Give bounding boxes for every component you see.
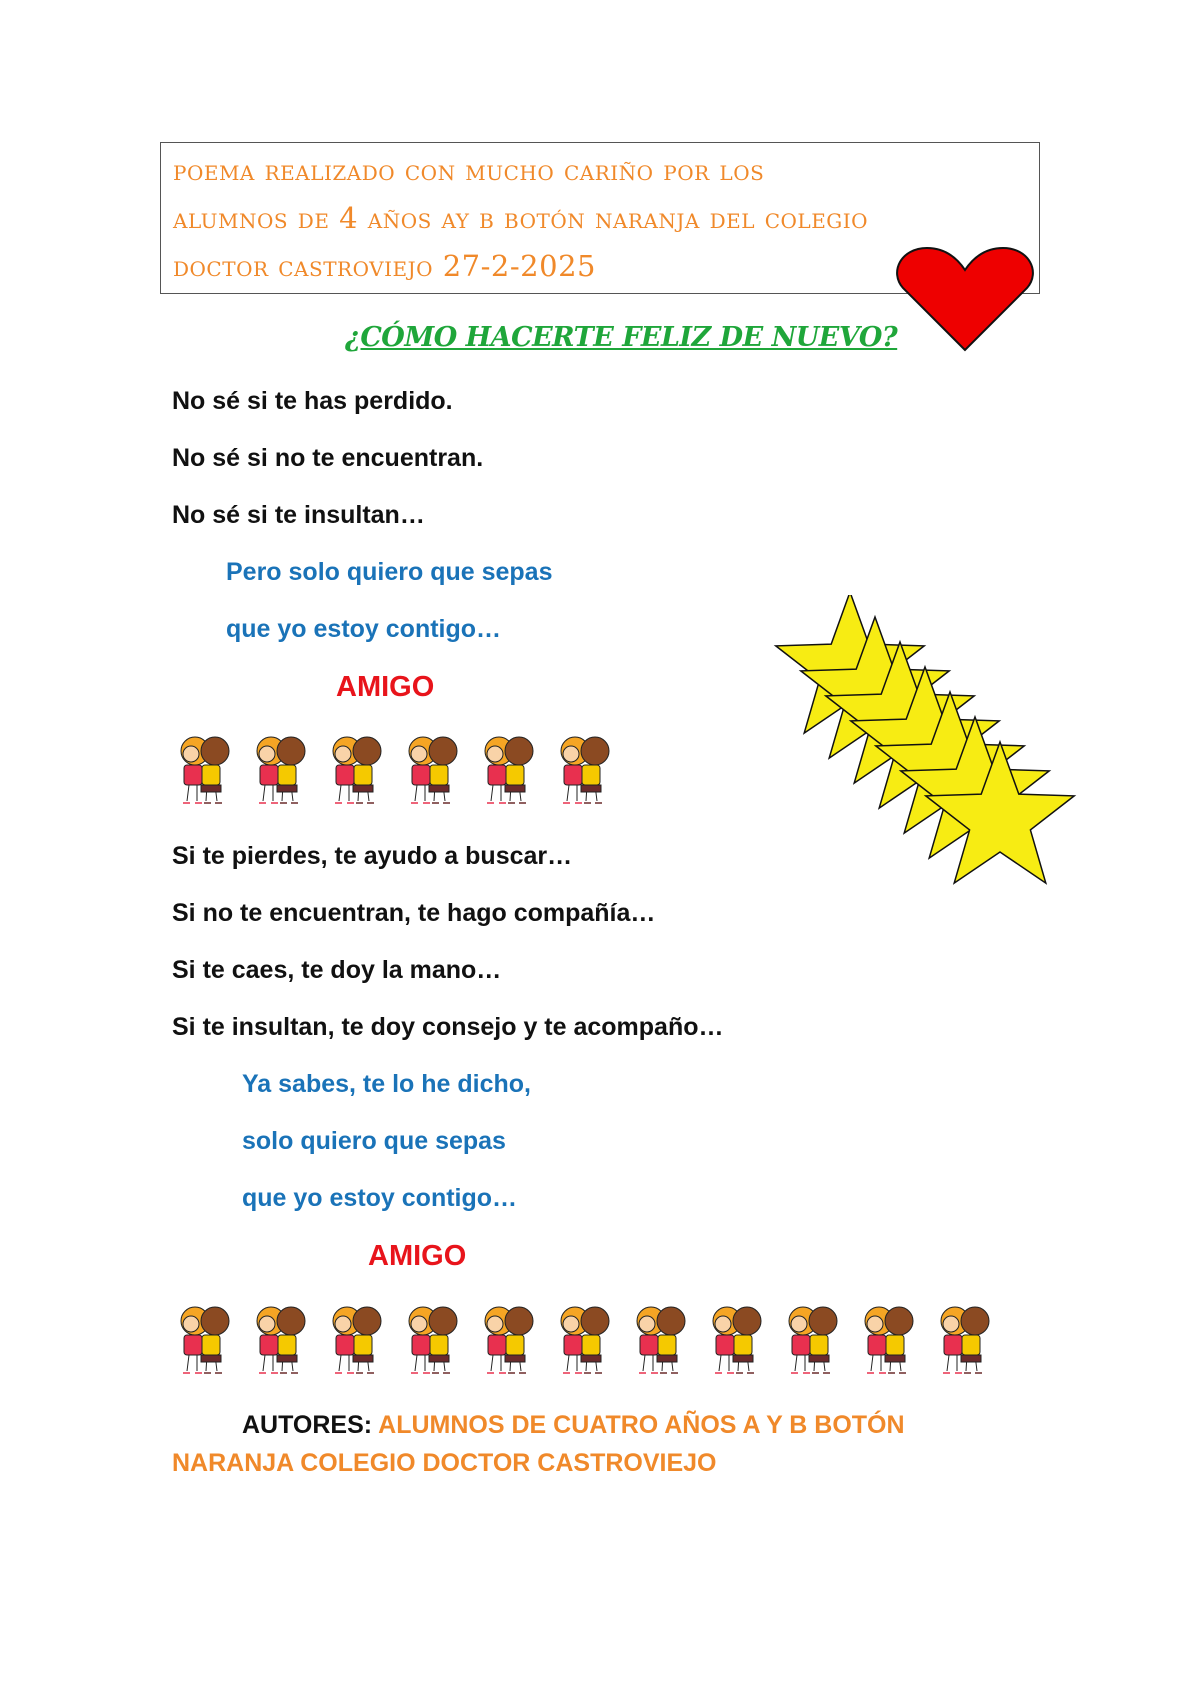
header-line-3: doctor castroviejo 27-2-2025 (173, 249, 596, 283)
authors-line-2: NARANJA COLEGIO DOCTOR CASTROVIEJO (172, 1449, 717, 1477)
amigo-2: AMIGO (368, 1240, 467, 1272)
hugging-kids-icon (403, 733, 465, 811)
hugging-kids-icon (859, 1303, 921, 1381)
stanza2-line-3: Si te caes, te doy la mano… (172, 956, 502, 984)
hugging-kids-icon (251, 733, 313, 811)
stars-cluster (770, 595, 1100, 925)
authors-text-1: ALUMNOS DE CUATRO AÑOS A Y B BOTÓN (378, 1411, 905, 1439)
kids-row-1 (175, 733, 617, 811)
hugging-kids-icon (555, 1303, 617, 1381)
stanza1-line-3: No sé si te insultan… (172, 501, 425, 529)
amigo-1: AMIGO (336, 671, 435, 703)
stanza2-line-4: Si te insultan, te doy consejo y te acompaño… (172, 1013, 724, 1041)
stanza2-line-2: Si no te encuentran, te hago compañía… (172, 899, 656, 927)
hugging-kids-icon (707, 1303, 769, 1381)
header-line-1: poema realizado con mucho cariño por los (173, 153, 765, 187)
refrain2-line-2: solo quiero que sepas (242, 1127, 506, 1155)
hugging-kids-icon (251, 1303, 313, 1381)
header-line-2: alumnos de 4 años ay b botón naranja del colegio (173, 201, 869, 235)
hugging-kids-icon (479, 1303, 541, 1381)
refrain1-line-1: Pero solo quiero que sepas (226, 558, 553, 586)
authors-label: AUTORES: (242, 1411, 373, 1439)
stanza1-line-2: No sé si no te encuentran. (172, 444, 484, 472)
refrain2-line-1: Ya sabes, te lo he dicho, (242, 1070, 531, 1098)
stanza1-line-1: No sé si te has perdido. (172, 387, 453, 415)
hugging-kids-icon (631, 1303, 693, 1381)
refrain1-line-2: que yo estoy contigo… (226, 615, 502, 643)
hugging-kids-icon (935, 1303, 997, 1381)
hugging-kids-icon (479, 733, 541, 811)
hugging-kids-icon (327, 733, 389, 811)
stanza2-line-1: Si te pierdes, te ayudo a buscar… (172, 842, 573, 870)
hugging-kids-icon (783, 1303, 845, 1381)
heart-icon (895, 242, 1035, 354)
hugging-kids-icon (327, 1303, 389, 1381)
hugging-kids-icon (403, 1303, 465, 1381)
hugging-kids-icon (555, 733, 617, 811)
hugging-kids-icon (175, 1303, 237, 1381)
refrain2-line-3: que yo estoy contigo… (242, 1184, 518, 1212)
hugging-kids-icon (175, 733, 237, 811)
kids-row-2 (175, 1303, 997, 1381)
authors-line-1 (242, 1411, 905, 1440)
poem-title: ¿CÓMO HACERTE FELIZ DE NUEVO? (345, 322, 898, 353)
